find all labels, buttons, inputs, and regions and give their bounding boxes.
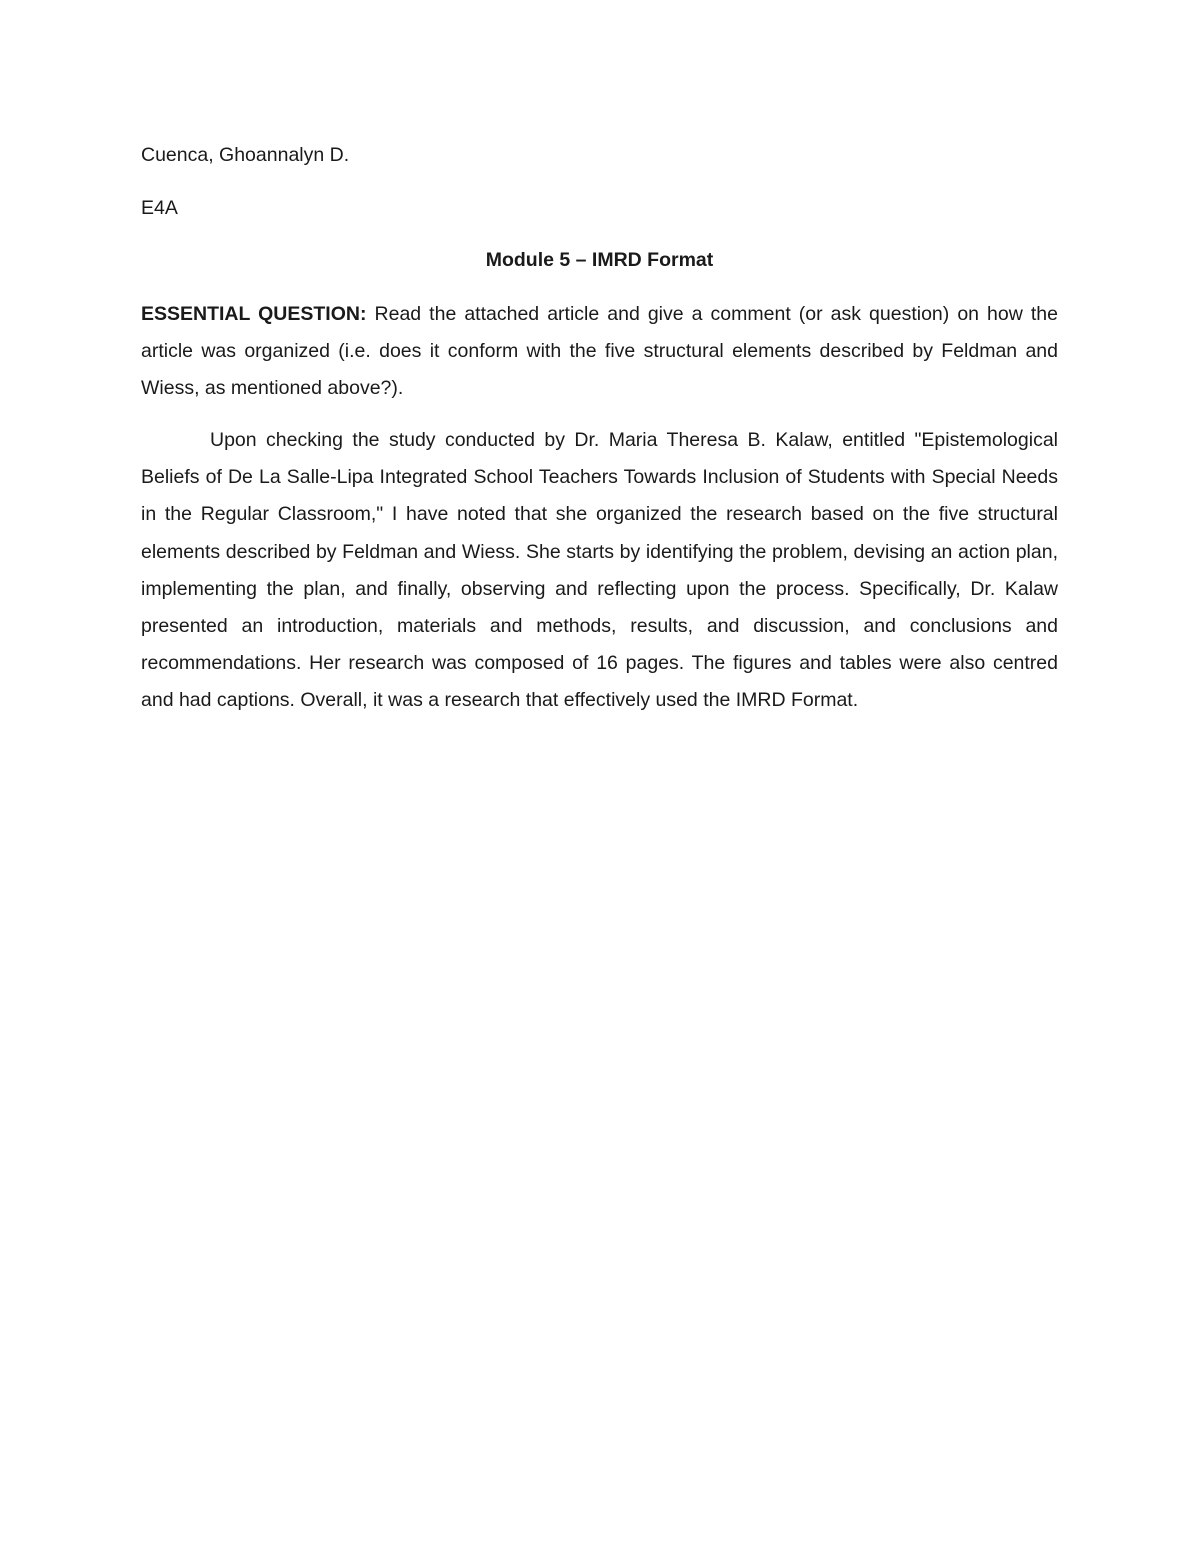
section-code: E4A	[141, 197, 178, 219]
question-label: ESSENTIAL QUESTION:	[141, 303, 367, 325]
page-title: Module 5 – IMRD Format	[485, 249, 714, 271]
question-text: Read the attached article and give a comment (or ask question) on how the article was organized (i.e. does it conform with the five structural elements described by Feldman and Wiess, as mentioned above?).	[141, 303, 1058, 399]
author-name: Cuenca, Ghoannalyn D.	[141, 144, 350, 166]
essential-question	[141, 296, 1058, 407]
answer-paragraph: Upon checking the study conducted by Dr. Maria Theresa B. Kalaw, entitled "Epistemological Beliefs of De La Salle-Lipa Integrated School Teachers Towards Inclusion of Students with Special Needs in the Regular Classroom," I have noted that she organized the research based on the five structural elements described by Feldman and Wiess. She starts by identifying the problem, devising an action plan, implementing the plan, and finally, observing and reflecting upon the process. Specifically, Dr. Kalaw presented an introduction, materials and methods, results, and discussion, and conclusions and recommendations. Her research was composed of 16 pages. The figures and tables were also centred and had captions. Overall, it was a research that effectively used the IMRD Format.	[141, 429, 1058, 712]
